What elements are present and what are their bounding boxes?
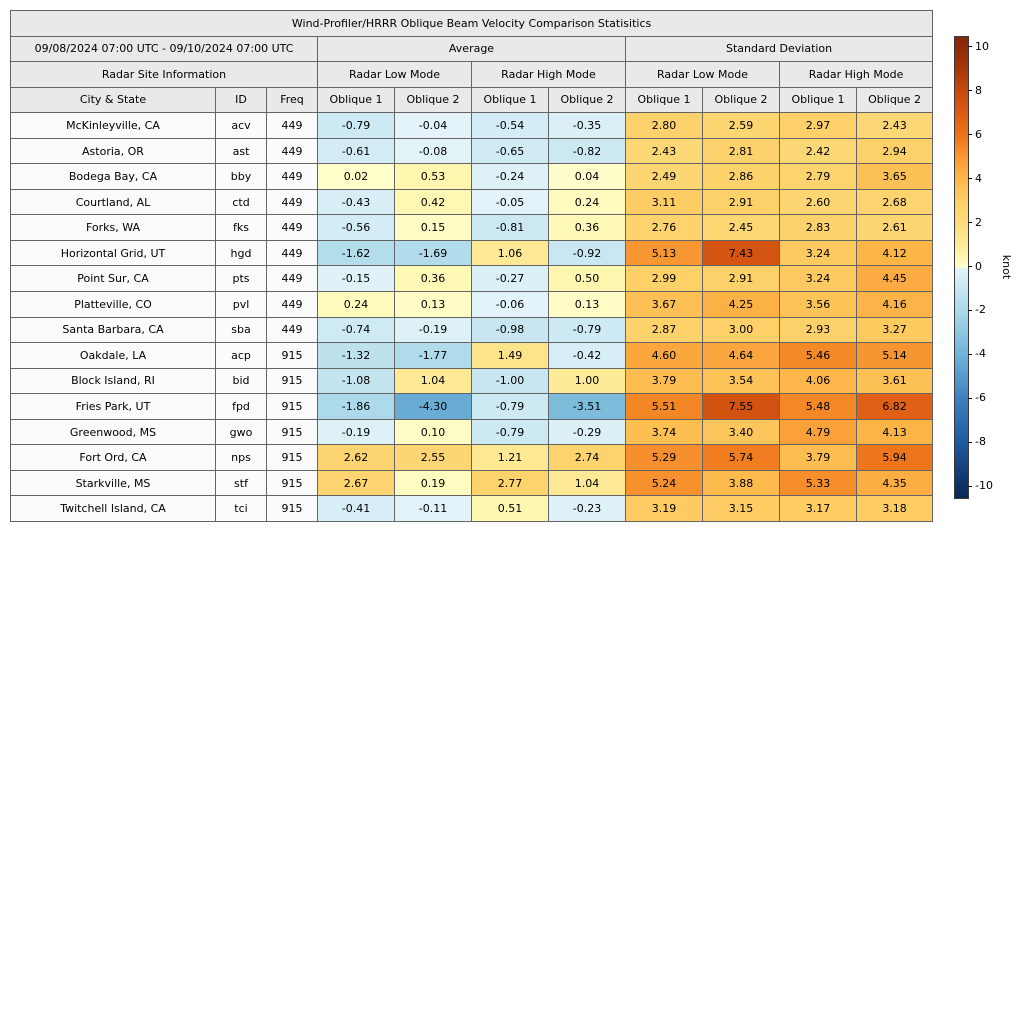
value-cell: -0.06: [472, 292, 549, 318]
value-cell: -1.00: [472, 368, 549, 394]
value-cell: 0.24: [318, 292, 395, 318]
city-state-cell: Forks, WA: [11, 215, 216, 241]
value-cell: 4.79: [780, 419, 857, 445]
value-cell: -0.56: [318, 215, 395, 241]
table-row: [11, 138, 933, 164]
value-cell: 5.94: [857, 445, 933, 471]
colorbar-tick-mark: [968, 222, 972, 223]
col-header-city-state: City & State: [11, 87, 216, 113]
site-id-cell: nps: [216, 445, 267, 471]
value-cell: -0.42: [549, 343, 626, 369]
city-state-cell: Platteville, CO: [11, 292, 216, 318]
value-cell: 0.13: [549, 292, 626, 318]
value-cell: 0.15: [395, 215, 472, 241]
site-id-cell: hgd: [216, 240, 267, 266]
value-cell: -0.05: [472, 189, 549, 215]
table-row: [11, 164, 933, 190]
value-cell: -1.86: [318, 394, 395, 420]
freq-cell: 915: [267, 343, 318, 369]
col-header-oblique2: Oblique 2: [703, 87, 780, 113]
colorbar-tick-label: -8: [975, 435, 986, 449]
group-header-average: Average: [318, 36, 626, 62]
sd-high-mode-header: Radar High Mode: [780, 62, 933, 88]
freq-cell: 449: [267, 215, 318, 241]
table-row: [11, 317, 933, 343]
col-header-oblique2: Oblique 2: [857, 87, 933, 113]
value-cell: 0.13: [395, 292, 472, 318]
freq-cell: 915: [267, 445, 318, 471]
value-cell: 1.21: [472, 445, 549, 471]
colorbar-tick-mark: [968, 486, 972, 487]
value-cell: 7.55: [703, 394, 780, 420]
value-cell: -3.51: [549, 394, 626, 420]
site-id-cell: gwo: [216, 419, 267, 445]
value-cell: 3.65: [857, 164, 933, 190]
colorbar-axis-label: knot: [1000, 254, 1013, 279]
value-cell: 2.93: [780, 317, 857, 343]
colorbar-tick-mark: [968, 46, 972, 47]
value-cell: 3.18: [857, 496, 933, 522]
value-cell: 4.45: [857, 266, 933, 292]
colorbar-tick-label: 10: [975, 39, 989, 53]
value-cell: -0.82: [549, 138, 626, 164]
value-cell: -0.79: [318, 113, 395, 139]
colorbar-tick-mark: [968, 442, 972, 443]
value-cell: 5.51: [626, 394, 703, 420]
value-cell: 1.04: [549, 470, 626, 496]
colorbar-tick-label: -10: [975, 479, 993, 493]
value-cell: 2.60: [780, 189, 857, 215]
colorbar-gradient: [954, 36, 969, 499]
value-cell: 4.06: [780, 368, 857, 394]
table-title: Wind-Profiler/HRRR Oblique Beam Velocity Comparison Statisitics: [11, 11, 933, 37]
value-cell: 3.54: [703, 368, 780, 394]
value-cell: -1.69: [395, 240, 472, 266]
city-state-cell: Astoria, OR: [11, 138, 216, 164]
value-cell: 2.87: [626, 317, 703, 343]
city-state-cell: Block Island, RI: [11, 368, 216, 394]
site-id-cell: stf: [216, 470, 267, 496]
value-cell: 2.76: [626, 215, 703, 241]
value-cell: -0.81: [472, 215, 549, 241]
freq-cell: 449: [267, 113, 318, 139]
value-cell: 2.91: [703, 189, 780, 215]
value-cell: 2.79: [780, 164, 857, 190]
value-cell: 5.29: [626, 445, 703, 471]
value-cell: -0.43: [318, 189, 395, 215]
value-cell: 3.88: [703, 470, 780, 496]
value-cell: 5.14: [857, 343, 933, 369]
site-id-cell: sba: [216, 317, 267, 343]
col-header-oblique2: Oblique 2: [395, 87, 472, 113]
freq-cell: 449: [267, 317, 318, 343]
table-row: [11, 240, 933, 266]
value-cell: 2.94: [857, 138, 933, 164]
value-cell: -1.62: [318, 240, 395, 266]
city-state-cell: McKinleyville, CA: [11, 113, 216, 139]
value-cell: 2.91: [703, 266, 780, 292]
avg-high-mode-header: Radar High Mode: [472, 62, 626, 88]
value-cell: 5.48: [780, 394, 857, 420]
value-cell: -0.41: [318, 496, 395, 522]
group-header-row: [11, 36, 933, 62]
value-cell: -1.08: [318, 368, 395, 394]
site-id-cell: bby: [216, 164, 267, 190]
value-cell: -0.11: [395, 496, 472, 522]
freq-cell: 449: [267, 164, 318, 190]
colorbar-tick-mark: [968, 134, 972, 135]
city-state-cell: Fort Ord, CA: [11, 445, 216, 471]
value-cell: 3.79: [626, 368, 703, 394]
avg-low-mode-header: Radar Low Mode: [318, 62, 472, 88]
mode-header-row: [11, 62, 933, 88]
value-cell: -1.77: [395, 343, 472, 369]
value-cell: -0.15: [318, 266, 395, 292]
comparison-statistics-table: [10, 10, 933, 522]
site-id-cell: bid: [216, 368, 267, 394]
sd-low-mode-header: Radar Low Mode: [626, 62, 780, 88]
table-row: [11, 292, 933, 318]
colorbar-tick-mark: [968, 90, 972, 91]
value-cell: 3.74: [626, 419, 703, 445]
site-id-cell: pts: [216, 266, 267, 292]
value-cell: 3.11: [626, 189, 703, 215]
value-cell: 3.00: [703, 317, 780, 343]
value-cell: 2.86: [703, 164, 780, 190]
colorbar-tick-mark: [968, 398, 972, 399]
title-row: [11, 11, 933, 37]
value-cell: 2.68: [857, 189, 933, 215]
value-cell: -0.19: [318, 419, 395, 445]
value-cell: 4.25: [703, 292, 780, 318]
freq-cell: 449: [267, 240, 318, 266]
col-header-oblique1: Oblique 1: [318, 87, 395, 113]
value-cell: -0.08: [395, 138, 472, 164]
table-row: [11, 215, 933, 241]
value-cell: -0.19: [395, 317, 472, 343]
city-state-cell: Greenwood, MS: [11, 419, 216, 445]
value-cell: 4.12: [857, 240, 933, 266]
value-cell: 0.24: [549, 189, 626, 215]
value-cell: 2.61: [857, 215, 933, 241]
value-cell: -0.74: [318, 317, 395, 343]
value-cell: 6.82: [857, 394, 933, 420]
site-id-cell: ctd: [216, 189, 267, 215]
colorbar-tick-label: 0: [975, 259, 982, 273]
city-state-cell: Starkville, MS: [11, 470, 216, 496]
value-cell: 2.43: [626, 138, 703, 164]
city-state-cell: Bodega Bay, CA: [11, 164, 216, 190]
value-cell: 1.49: [472, 343, 549, 369]
col-header-oblique2: Oblique 2: [549, 87, 626, 113]
city-state-cell: Courtland, AL: [11, 189, 216, 215]
table-row: [11, 496, 933, 522]
value-cell: 2.81: [703, 138, 780, 164]
value-cell: 3.61: [857, 368, 933, 394]
value-cell: 0.04: [549, 164, 626, 190]
value-cell: 3.15: [703, 496, 780, 522]
value-cell: 4.16: [857, 292, 933, 318]
col-header-id: ID: [216, 87, 267, 113]
col-header-oblique1: Oblique 1: [780, 87, 857, 113]
colorbar-tick-label: 6: [975, 127, 982, 141]
table-row: [11, 445, 933, 471]
value-cell: 2.80: [626, 113, 703, 139]
site-id-cell: fpd: [216, 394, 267, 420]
table-row: [11, 343, 933, 369]
freq-cell: 915: [267, 470, 318, 496]
freq-cell: 449: [267, 266, 318, 292]
city-state-cell: Twitchell Island, CA: [11, 496, 216, 522]
table-row: [11, 113, 933, 139]
value-cell: 0.36: [395, 266, 472, 292]
value-cell: 2.45: [703, 215, 780, 241]
value-cell: 3.79: [780, 445, 857, 471]
colorbar-tick-label: 8: [975, 83, 982, 97]
value-cell: -0.29: [549, 419, 626, 445]
value-cell: -0.79: [472, 394, 549, 420]
value-cell: 5.33: [780, 470, 857, 496]
value-cell: -0.24: [472, 164, 549, 190]
value-cell: 7.43: [703, 240, 780, 266]
date-range: 09/08/2024 07:00 UTC - 09/10/2024 07:00 UTC: [11, 36, 318, 62]
table-row: [11, 470, 933, 496]
colorbar-tick-label: 4: [975, 171, 982, 185]
value-cell: -0.54: [472, 113, 549, 139]
site-id-cell: acv: [216, 113, 267, 139]
value-cell: 5.46: [780, 343, 857, 369]
city-state-cell: Santa Barbara, CA: [11, 317, 216, 343]
value-cell: 2.42: [780, 138, 857, 164]
table-row: [11, 394, 933, 420]
value-cell: 0.36: [549, 215, 626, 241]
city-state-cell: Point Sur, CA: [11, 266, 216, 292]
table-row: [11, 266, 933, 292]
value-cell: 2.99: [626, 266, 703, 292]
value-cell: 2.83: [780, 215, 857, 241]
value-cell: 3.67: [626, 292, 703, 318]
value-cell: 3.17: [780, 496, 857, 522]
column-header-row: [11, 87, 933, 113]
table-row: [11, 419, 933, 445]
site-id-cell: ast: [216, 138, 267, 164]
value-cell: 2.67: [318, 470, 395, 496]
value-cell: -0.79: [549, 317, 626, 343]
table-row: [11, 189, 933, 215]
freq-cell: 915: [267, 419, 318, 445]
value-cell: 0.02: [318, 164, 395, 190]
value-cell: 5.24: [626, 470, 703, 496]
value-cell: 1.06: [472, 240, 549, 266]
value-cell: 4.35: [857, 470, 933, 496]
freq-cell: 449: [267, 138, 318, 164]
value-cell: 2.49: [626, 164, 703, 190]
value-cell: -0.04: [395, 113, 472, 139]
value-cell: 2.55: [395, 445, 472, 471]
value-cell: 0.19: [395, 470, 472, 496]
value-cell: 4.60: [626, 343, 703, 369]
value-cell: -0.98: [472, 317, 549, 343]
freq-cell: 449: [267, 292, 318, 318]
value-cell: 5.13: [626, 240, 703, 266]
value-cell: 3.24: [780, 266, 857, 292]
value-cell: 3.27: [857, 317, 933, 343]
freq-cell: 915: [267, 368, 318, 394]
colorbar-tick-mark: [968, 310, 972, 311]
value-cell: 2.59: [703, 113, 780, 139]
value-cell: -0.92: [549, 240, 626, 266]
col-header-freq: Freq: [267, 87, 318, 113]
value-cell: 5.74: [703, 445, 780, 471]
group-header-standard-deviation: Standard Deviation: [626, 36, 933, 62]
site-id-cell: tci: [216, 496, 267, 522]
value-cell: 0.51: [472, 496, 549, 522]
value-cell: 2.62: [318, 445, 395, 471]
value-cell: -0.61: [318, 138, 395, 164]
colorbar-tick-mark: [968, 266, 972, 267]
value-cell: 2.74: [549, 445, 626, 471]
site-id-cell: acp: [216, 343, 267, 369]
site-id-cell: fks: [216, 215, 267, 241]
value-cell: -0.79: [472, 419, 549, 445]
value-cell: 3.19: [626, 496, 703, 522]
value-cell: 0.10: [395, 419, 472, 445]
value-cell: 4.13: [857, 419, 933, 445]
site-id-cell: pvl: [216, 292, 267, 318]
freq-cell: 915: [267, 496, 318, 522]
col-header-oblique1: Oblique 1: [626, 87, 703, 113]
colorbar-tick-mark: [968, 354, 972, 355]
colorbar-tick-label: -4: [975, 347, 986, 361]
value-cell: -0.23: [549, 496, 626, 522]
value-cell: 0.53: [395, 164, 472, 190]
value-cell: -0.27: [472, 266, 549, 292]
freq-cell: 915: [267, 394, 318, 420]
value-cell: 0.50: [549, 266, 626, 292]
city-state-cell: Fries Park, UT: [11, 394, 216, 420]
col-header-oblique1: Oblique 1: [472, 87, 549, 113]
value-cell: -4.30: [395, 394, 472, 420]
value-cell: 2.97: [780, 113, 857, 139]
colorbar-tick-label: -2: [975, 303, 986, 317]
table-row: [11, 368, 933, 394]
value-cell: 3.24: [780, 240, 857, 266]
value-cell: -1.32: [318, 343, 395, 369]
city-state-cell: Horizontal Grid, UT: [11, 240, 216, 266]
freq-cell: 449: [267, 189, 318, 215]
value-cell: -0.65: [472, 138, 549, 164]
value-cell: 0.42: [395, 189, 472, 215]
value-cell: 1.00: [549, 368, 626, 394]
value-cell: 1.04: [395, 368, 472, 394]
value-cell: -0.35: [549, 113, 626, 139]
city-state-cell: Oakdale, LA: [11, 343, 216, 369]
value-cell: 3.56: [780, 292, 857, 318]
colorbar-tick-label: -6: [975, 391, 986, 405]
value-cell: 3.40: [703, 419, 780, 445]
colorbar-tick-label: 2: [975, 215, 982, 229]
value-cell: 2.43: [857, 113, 933, 139]
colorbar-tick-mark: [968, 178, 972, 179]
value-cell: 2.77: [472, 470, 549, 496]
radar-site-info-header: Radar Site Information: [11, 62, 318, 88]
value-cell: 4.64: [703, 343, 780, 369]
